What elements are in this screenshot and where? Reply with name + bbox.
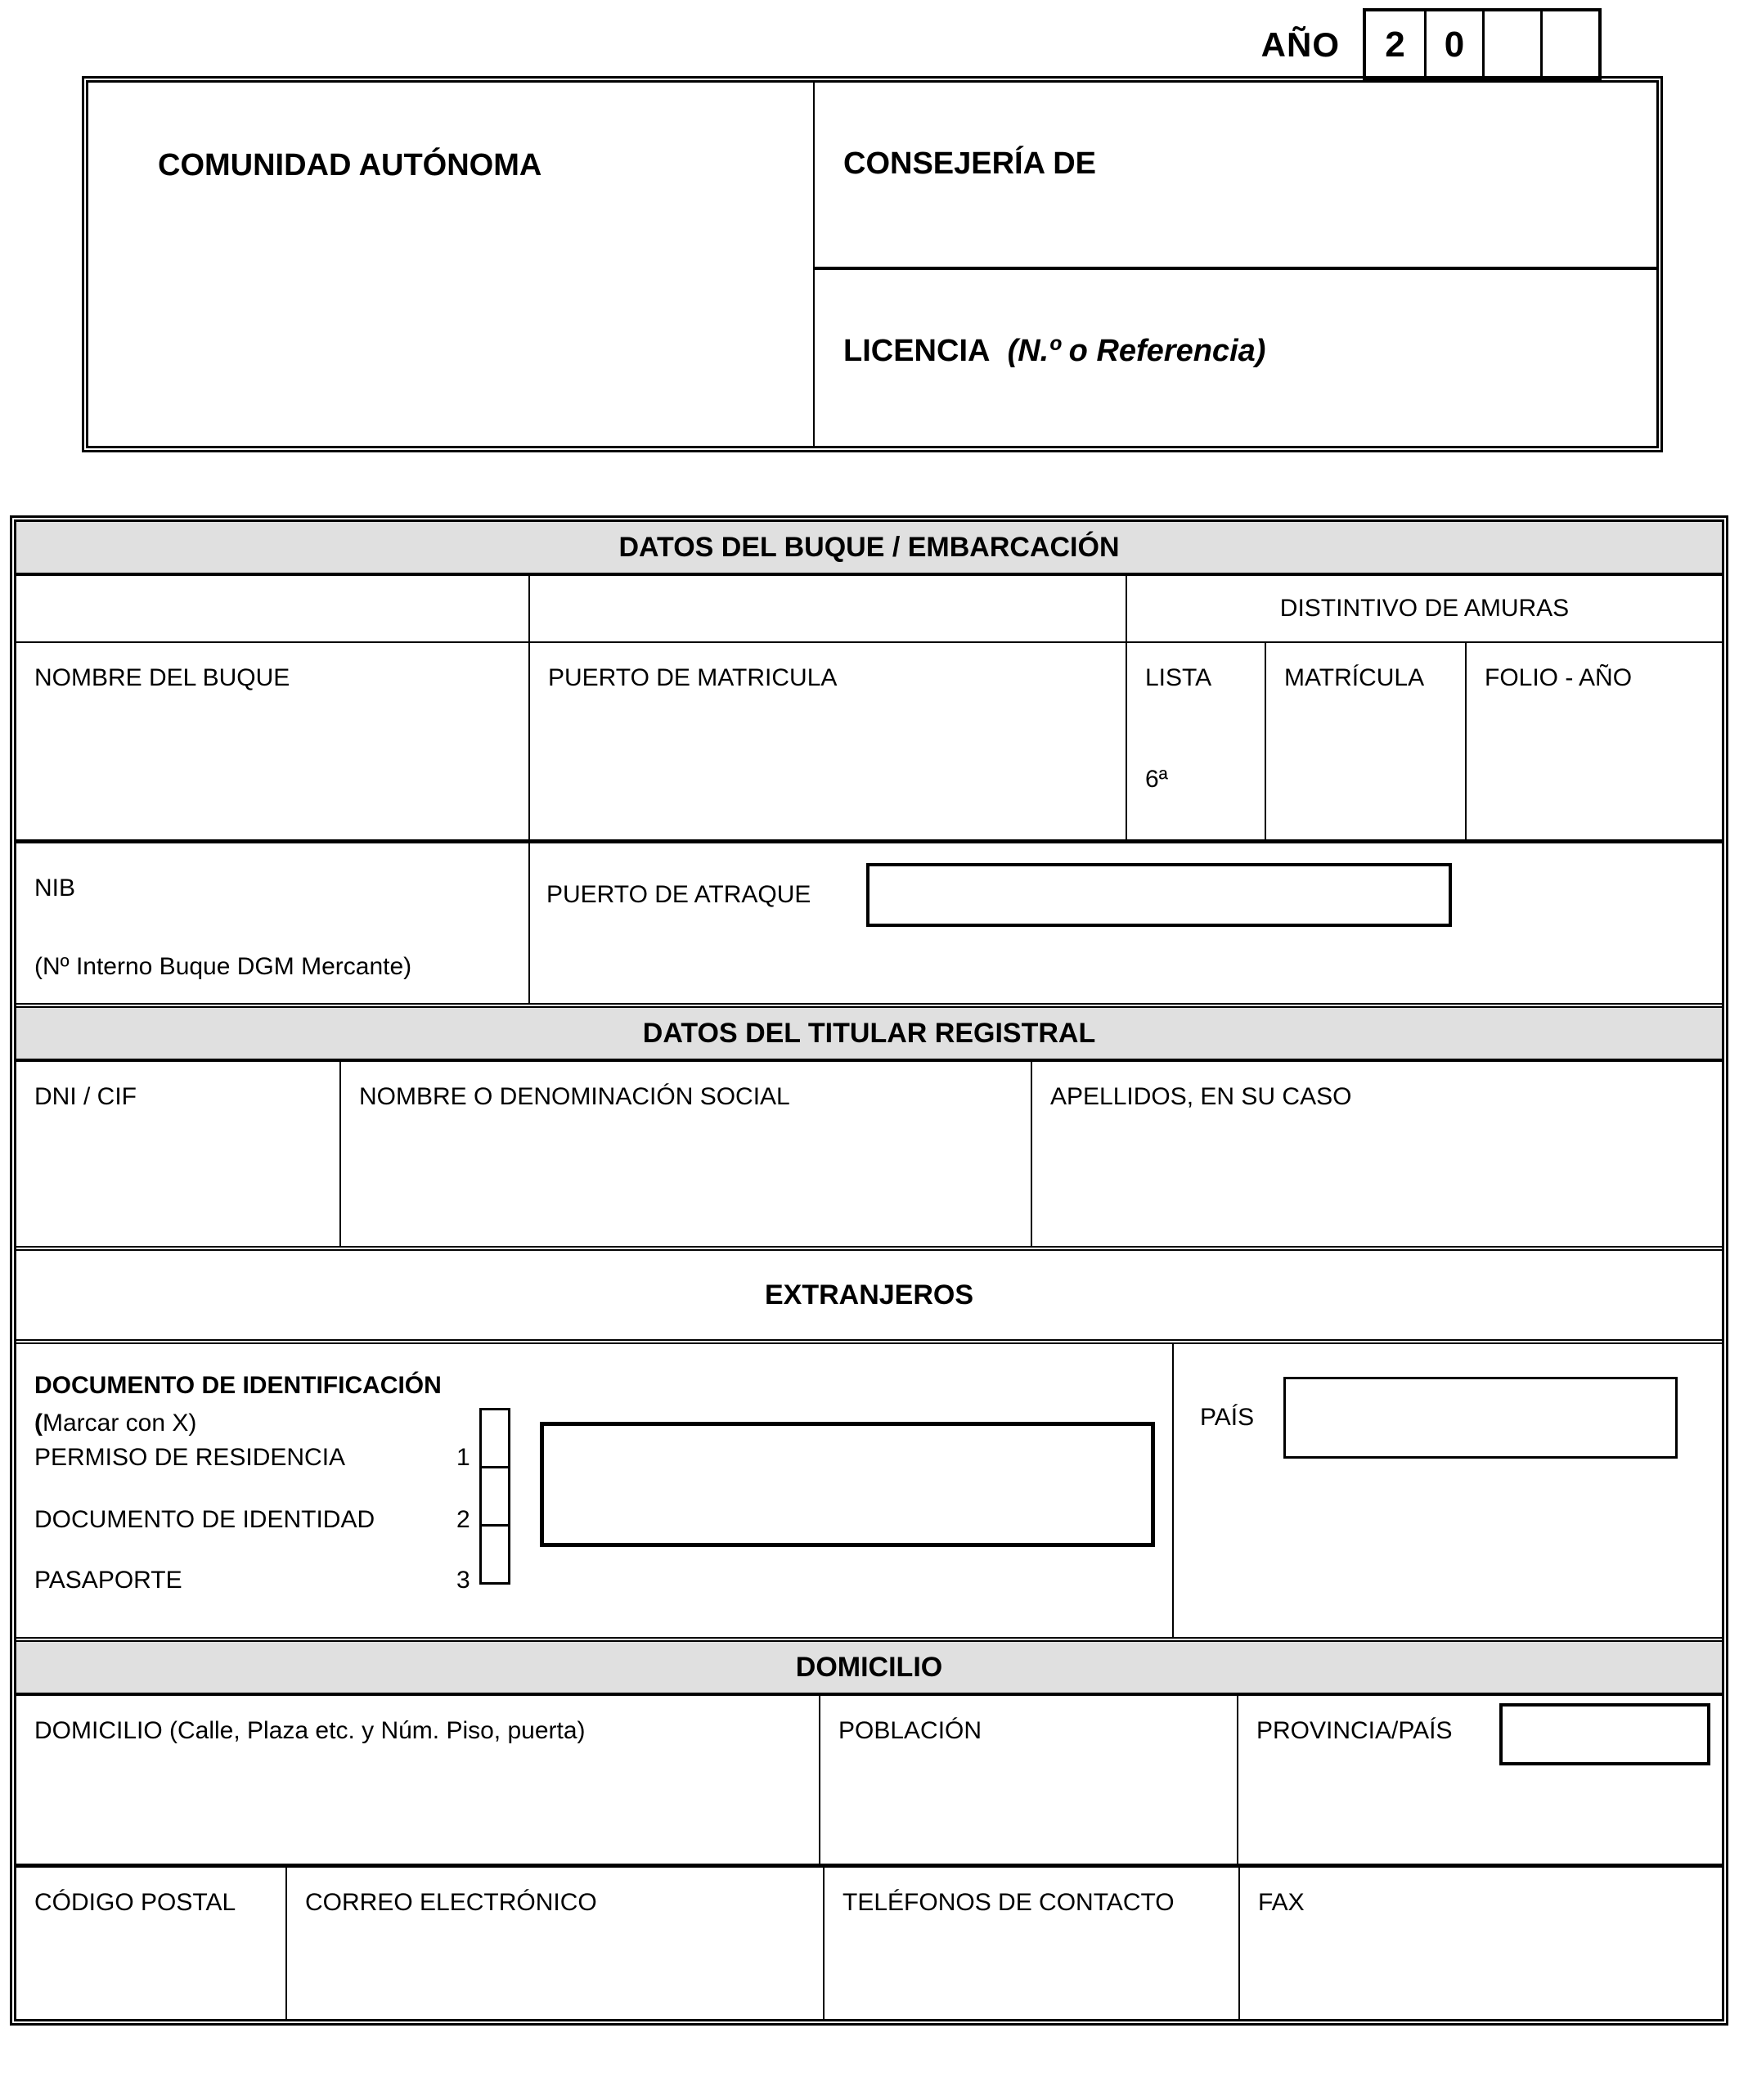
nib-cell[interactable] — [16, 843, 530, 1003]
matricula-label: MATRÍCULA — [1284, 664, 1425, 691]
nib-row — [16, 843, 1722, 1003]
section-domicilio-header: DOMICILIO — [16, 1637, 1722, 1696]
vessel-empty-cell-2 — [530, 576, 1127, 641]
year-bar — [1261, 8, 1602, 82]
autonomous-community-title: COMUNIDAD AUTÓNOMA — [158, 148, 542, 182]
license-title — [843, 334, 1656, 369]
year-label: AÑO — [1260, 25, 1340, 64]
contact-row — [16, 1864, 1722, 2019]
vessel-empty-cell-1 — [16, 576, 530, 641]
identification-document-cell — [16, 1344, 1174, 1637]
codigo-postal-cell[interactable] — [16, 1868, 287, 2019]
license-reference-note: (N.º o Referencia) — [1007, 334, 1266, 368]
permiso-residencia-number: 1 — [456, 1444, 470, 1471]
pais-label: PAÍS — [1200, 1404, 1255, 1431]
matricula-cell[interactable] — [1266, 643, 1467, 839]
apellidos-cell[interactable] — [1032, 1062, 1722, 1246]
year-digit-2[interactable]: 0 — [1424, 11, 1482, 79]
department-cell — [815, 83, 1656, 270]
apellidos-label: APELLIDOS, EN SU CASO — [1050, 1083, 1352, 1110]
distintivo-amuras-cell — [1127, 576, 1722, 641]
pasaporte-number: 3 — [456, 1567, 470, 1594]
main-form-table — [10, 515, 1728, 2026]
permiso-residencia-label: PERMISO DE RESIDENCIA — [34, 1444, 346, 1471]
correo-electronico-cell[interactable] — [287, 1868, 825, 2019]
license-word: LICENCIA — [843, 334, 991, 368]
section-extranjeros-header: EXTRANJEROS — [16, 1246, 1722, 1344]
fax-label: FAX — [1258, 1889, 1305, 1916]
year-digit-1[interactable]: 2 — [1385, 25, 1405, 65]
dni-cif-label: DNI / CIF — [34, 1083, 137, 1110]
identification-document-title: DOCUMENTO DE IDENTIFICACIÓN — [34, 1372, 442, 1399]
puerto-matricula-label: PUERTO DE MATRICULA — [548, 664, 838, 691]
permiso-residencia-checkbox[interactable] — [479, 1408, 510, 1468]
correo-electronico-label: CORREO ELECTRÓNICO — [305, 1889, 597, 1916]
provincia-pais-label: PROVINCIA/PAÍS — [1256, 1717, 1453, 1744]
denominacion-social-label: NOMBRE O DENOMINACIÓN SOCIAL — [359, 1083, 790, 1110]
denominacion-social-cell[interactable] — [341, 1062, 1032, 1246]
dni-cif-cell[interactable] — [16, 1062, 341, 1246]
documento-identidad-checkbox[interactable] — [479, 1466, 510, 1527]
nombre-buque-cell[interactable] — [16, 643, 530, 839]
distintivo-amuras-label: DISTINTIVO DE AMURAS — [1279, 595, 1570, 622]
telefonos-contacto-cell[interactable] — [825, 1868, 1240, 2019]
folio-ano-cell[interactable] — [1467, 643, 1722, 839]
pasaporte-checkbox[interactable] — [479, 1524, 510, 1585]
nib-note: (Nº Interno Buque DGM Mercante) — [34, 953, 412, 980]
license-cell — [815, 270, 1656, 446]
documento-identidad-number: 2 — [456, 1506, 470, 1533]
titular-row — [16, 1062, 1722, 1246]
lista-cell[interactable] — [1127, 643, 1266, 839]
document-type-checkbox-column — [479, 1408, 510, 1585]
puerto-atraque-cell — [530, 843, 1722, 1003]
pais-input-box[interactable] — [1283, 1377, 1678, 1459]
domicilio-label: DOMICILIO (Calle, Plaza etc. y Núm. Piso, puerta) — [34, 1717, 586, 1744]
poblacion-label: POBLACIÓN — [838, 1717, 982, 1744]
document-number-input-box[interactable] — [540, 1422, 1155, 1547]
fax-cell[interactable] — [1240, 1868, 1722, 2019]
year-digit-boxes — [1363, 8, 1602, 82]
lista-value: 6ª — [1145, 766, 1168, 793]
poblacion-cell[interactable] — [820, 1696, 1238, 1864]
domicilio-cell[interactable] — [16, 1696, 820, 1864]
puerto-matricula-cell[interactable] — [530, 643, 1127, 839]
vessel-detail-row — [16, 643, 1722, 843]
provincia-pais-cell — [1238, 1696, 1722, 1864]
section-vessel-header: DATOS DEL BUQUE / EMBARCACIÓN — [16, 522, 1722, 576]
puerto-atraque-label: PUERTO DE ATRAQUE — [546, 881, 811, 908]
mark-with-x-note: (Marcar con X) — [34, 1410, 197, 1437]
year-digit-4[interactable] — [1540, 11, 1598, 79]
pasaporte-label: PASAPORTE — [34, 1567, 182, 1594]
folio-ano-label: FOLIO - AÑO — [1485, 664, 1633, 691]
puerto-atraque-input-box[interactable] — [866, 863, 1452, 927]
header-right-column — [815, 83, 1656, 446]
lista-label: LISTA — [1145, 664, 1212, 691]
department-title: CONSEJERÍA DE — [843, 146, 1096, 181]
year-digit-3[interactable] — [1482, 11, 1540, 79]
pais-cell — [1174, 1344, 1722, 1637]
vessel-top-row — [16, 576, 1722, 643]
autonomous-community-cell — [88, 83, 815, 446]
extranjeros-row — [16, 1344, 1722, 1637]
documento-identidad-label: DOCUMENTO DE IDENTIDAD — [34, 1506, 375, 1533]
section-titular-header: DATOS DEL TITULAR REGISTRAL — [16, 1003, 1722, 1062]
provincia-input-box[interactable] — [1499, 1703, 1710, 1765]
domicilio-row — [16, 1696, 1722, 1864]
header-box — [82, 76, 1663, 452]
telefonos-contacto-label: TELÉFONOS DE CONTACTO — [843, 1889, 1175, 1916]
codigo-postal-label: CÓDIGO POSTAL — [34, 1889, 236, 1916]
nib-label: NIB — [34, 875, 76, 902]
nombre-buque-label: NOMBRE DEL BUQUE — [34, 664, 290, 691]
